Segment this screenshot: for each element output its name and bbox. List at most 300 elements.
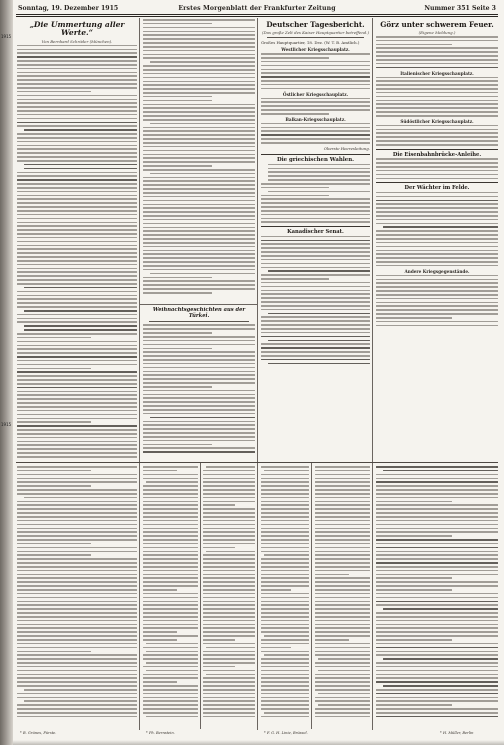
text-line	[203, 501, 255, 503]
text-line	[150, 123, 255, 125]
text-line	[315, 662, 370, 664]
text-line	[143, 639, 177, 641]
text-line	[261, 130, 370, 132]
text-line	[17, 125, 137, 127]
text-line	[143, 677, 198, 679]
lower-column-4	[261, 466, 309, 724]
text-line	[17, 528, 137, 530]
text-line	[143, 654, 198, 656]
article-body	[261, 236, 370, 364]
text-line	[376, 242, 498, 244]
article-body	[203, 466, 255, 717]
text-line	[376, 80, 498, 82]
text-line	[261, 57, 329, 59]
text-line	[261, 512, 309, 514]
text-line	[143, 269, 255, 271]
text-line	[17, 597, 137, 599]
text-line	[17, 585, 137, 587]
text-line	[17, 206, 137, 208]
text-line	[383, 470, 498, 472]
text-line	[376, 512, 498, 514]
text-line	[315, 577, 370, 579]
text-line	[17, 456, 137, 458]
text-line	[150, 61, 255, 63]
text-line	[143, 432, 255, 434]
text-line	[143, 512, 198, 514]
text-line	[318, 704, 370, 706]
text-line	[146, 716, 198, 718]
text-line	[203, 616, 255, 618]
text-line	[143, 601, 198, 603]
text-line	[261, 620, 309, 622]
text-line	[143, 65, 255, 67]
text-line	[376, 616, 498, 618]
text-line	[261, 351, 370, 353]
text-line	[315, 697, 370, 699]
text-line	[17, 306, 137, 308]
text-line	[261, 84, 370, 86]
text-line	[17, 160, 137, 162]
text-line	[203, 524, 255, 526]
text-line	[143, 554, 198, 556]
text-line	[383, 658, 498, 660]
text-line	[315, 666, 370, 668]
headline-rule	[267, 37, 364, 38]
text-line	[17, 75, 137, 77]
text-line	[376, 261, 498, 263]
text-line	[143, 547, 198, 549]
article-body	[376, 77, 498, 117]
text-line	[143, 115, 255, 117]
text-line	[203, 531, 255, 533]
text-line	[315, 551, 370, 553]
text-line	[17, 612, 137, 614]
text-line	[383, 226, 498, 228]
text-line	[376, 535, 452, 537]
text-line	[17, 531, 137, 533]
text-line	[376, 651, 498, 653]
text-line	[17, 187, 137, 189]
text-line	[143, 440, 255, 442]
text-line	[203, 631, 255, 633]
text-line	[143, 196, 255, 198]
text-line	[318, 670, 370, 672]
text-line	[203, 643, 255, 645]
text-line	[376, 674, 498, 676]
text-line	[17, 508, 137, 510]
text-line	[315, 612, 370, 614]
text-line	[203, 497, 255, 499]
text-line	[143, 516, 198, 518]
text-line	[143, 84, 255, 86]
article-body	[315, 466, 370, 717]
text-line	[315, 504, 370, 506]
text-line	[376, 140, 498, 142]
text-line	[143, 130, 255, 132]
text-line	[261, 113, 329, 115]
text-line	[143, 693, 198, 695]
section-rule	[261, 154, 370, 155]
text-line	[143, 348, 212, 350]
text-line	[376, 47, 498, 49]
masthead-rule	[16, 16, 498, 17]
text-line	[17, 635, 137, 637]
text-line	[143, 397, 255, 399]
text-line	[376, 203, 498, 205]
text-line	[376, 531, 498, 533]
text-line	[261, 524, 309, 526]
text-line	[143, 508, 198, 510]
text-line	[143, 344, 255, 346]
text-line	[17, 704, 137, 706]
text-line	[143, 138, 255, 140]
text-line	[17, 627, 137, 629]
text-line	[143, 520, 198, 522]
section-rule	[376, 149, 498, 150]
text-line	[203, 677, 255, 679]
text-line	[261, 142, 370, 144]
text-line	[203, 543, 255, 545]
text-line	[17, 233, 137, 235]
text-line	[17, 493, 137, 495]
text-line	[376, 257, 498, 259]
text-line	[315, 554, 370, 556]
text-line	[143, 704, 198, 706]
text-line	[261, 566, 309, 568]
text-line	[261, 574, 309, 576]
text-line	[203, 601, 255, 603]
text-line	[17, 148, 137, 150]
text-line	[315, 604, 370, 606]
text-line	[261, 516, 309, 518]
text-line	[17, 547, 137, 549]
text-line	[376, 77, 498, 79]
text-line	[17, 662, 137, 664]
text-line	[261, 267, 370, 269]
section-rule	[376, 182, 498, 183]
text-line	[261, 539, 309, 541]
text-line	[203, 478, 255, 480]
text-line	[143, 280, 255, 282]
column-feuilleton	[17, 19, 137, 459]
text-line	[261, 274, 370, 276]
text-line	[143, 219, 255, 221]
text-line	[203, 700, 255, 702]
text-line	[143, 566, 198, 568]
text-line	[376, 125, 498, 127]
text-line	[203, 708, 255, 710]
text-line	[315, 643, 370, 645]
text-line	[143, 69, 255, 71]
text-line	[376, 504, 498, 506]
text-line	[17, 152, 137, 154]
text-line	[143, 336, 255, 338]
text-line	[143, 543, 198, 545]
text-line	[261, 666, 309, 668]
text-line	[17, 356, 137, 358]
text-line	[261, 198, 370, 200]
text-line	[143, 19, 255, 21]
text-line	[261, 608, 309, 610]
text-line	[376, 305, 498, 307]
text-line	[143, 466, 198, 468]
text-line	[143, 253, 255, 255]
text-line	[143, 577, 198, 579]
text-line	[261, 639, 309, 641]
text-line	[17, 225, 137, 227]
edge-label: 1915	[1, 34, 12, 39]
text-line	[143, 107, 255, 109]
text-line	[143, 608, 198, 610]
text-line	[268, 164, 370, 166]
text-line	[143, 382, 255, 384]
text-line	[261, 324, 370, 326]
text-line	[203, 604, 255, 606]
text-line	[376, 136, 498, 138]
text-line	[143, 666, 198, 668]
text-line	[261, 547, 309, 549]
text-line	[143, 92, 255, 94]
text-line	[376, 132, 498, 134]
text-line	[376, 539, 498, 541]
text-line	[268, 175, 370, 177]
text-line	[376, 238, 498, 240]
text-line	[24, 329, 137, 331]
text-line	[315, 493, 370, 495]
column-feuilleton-continued	[143, 19, 255, 301]
text-line	[315, 712, 370, 714]
text-line	[376, 704, 452, 706]
text-line	[376, 489, 498, 491]
text-line	[17, 68, 137, 70]
text-line	[261, 508, 309, 510]
text-line	[203, 689, 255, 691]
text-line	[146, 651, 198, 653]
text-line	[17, 394, 137, 396]
text-line	[203, 558, 255, 560]
column-front-report	[376, 19, 498, 459]
text-line	[203, 635, 255, 637]
text-line	[376, 601, 498, 603]
text-line	[315, 627, 370, 629]
text-line	[376, 44, 452, 46]
text-line	[261, 221, 370, 223]
text-line	[261, 489, 309, 491]
article-body	[376, 466, 498, 717]
text-line	[376, 196, 498, 198]
text-line	[143, 154, 255, 156]
text-line	[315, 501, 370, 503]
text-line	[315, 531, 370, 533]
text-line	[203, 593, 255, 595]
text-line	[17, 156, 137, 158]
text-line	[261, 700, 309, 702]
text-line	[17, 210, 137, 212]
text-line	[376, 481, 498, 483]
text-line	[143, 474, 198, 476]
article-byline: Von Bernhard Schröder (München).	[41, 38, 113, 44]
text-line	[143, 111, 255, 113]
text-line	[143, 562, 198, 564]
text-line	[264, 635, 309, 637]
text-line	[261, 504, 309, 506]
text-line	[150, 273, 255, 275]
text-line	[376, 708, 498, 710]
text-line	[143, 223, 255, 225]
text-line	[143, 332, 212, 334]
text-line	[17, 444, 137, 446]
text-line	[383, 685, 498, 687]
text-line	[376, 207, 498, 209]
article-intro: (Das große Zelt des Kaiser Hauptquartier betreffend.)	[262, 29, 369, 35]
text-line	[203, 474, 255, 476]
text-line	[315, 520, 370, 522]
text-line	[143, 674, 198, 676]
text-line	[203, 562, 255, 564]
text-line	[17, 681, 137, 683]
text-line	[261, 98, 370, 100]
text-line	[261, 689, 309, 691]
text-line	[315, 528, 370, 530]
text-line	[315, 593, 370, 595]
text-line	[261, 347, 370, 349]
text-line	[376, 309, 498, 311]
text-line	[376, 200, 498, 202]
text-line	[376, 166, 498, 168]
text-line	[17, 145, 137, 147]
text-line	[261, 61, 370, 63]
text-line	[315, 581, 370, 583]
text-line	[143, 73, 255, 75]
text-line	[17, 106, 137, 108]
text-line	[376, 670, 498, 672]
text-line	[203, 624, 255, 626]
text-line	[17, 658, 137, 660]
text-line	[376, 92, 498, 94]
text-line	[264, 712, 309, 714]
text-line	[261, 466, 309, 468]
text-line	[261, 558, 309, 560]
text-line	[17, 371, 137, 373]
text-line	[17, 570, 137, 572]
text-line	[315, 485, 370, 487]
article-body	[261, 123, 370, 144]
text-line	[143, 367, 255, 369]
text-line	[268, 363, 370, 365]
text-line	[17, 470, 91, 472]
text-line	[318, 693, 370, 695]
text-line	[315, 481, 370, 483]
text-line	[143, 444, 212, 446]
article-body	[376, 36, 498, 68]
article-headline: Kanadischer Senat.	[287, 229, 344, 236]
text-line	[17, 643, 137, 645]
text-line	[17, 222, 137, 224]
text-line	[261, 693, 309, 695]
text-line	[376, 547, 498, 549]
section-rubric: Balkan-Kriegsschauplatz.	[285, 116, 346, 122]
text-line	[17, 245, 137, 247]
text-line	[143, 200, 255, 202]
text-line	[143, 685, 198, 687]
text-line	[17, 466, 137, 468]
text-line	[203, 597, 255, 599]
text-line	[268, 168, 370, 170]
text-line	[17, 345, 137, 347]
text-line	[376, 697, 498, 699]
text-line	[376, 528, 498, 530]
text-line	[376, 115, 498, 117]
article-headline: Die Eisenbahnbrücke-Anleihe.	[392, 151, 482, 158]
text-line	[143, 585, 198, 587]
text-line	[315, 497, 370, 499]
text-line	[261, 685, 309, 687]
text-line	[376, 129, 498, 131]
binding-edge	[0, 0, 13, 745]
text-line	[261, 647, 291, 649]
text-line	[143, 277, 212, 279]
text-line	[261, 604, 309, 606]
text-line	[143, 57, 255, 59]
text-line	[143, 658, 198, 660]
text-line	[376, 681, 498, 683]
text-line	[261, 585, 309, 587]
text-line	[261, 543, 309, 545]
text-line	[376, 478, 498, 480]
text-line	[376, 693, 498, 695]
text-line	[17, 654, 137, 656]
text-line	[17, 551, 137, 553]
text-line	[143, 574, 198, 576]
section-rubric: Italienischer Kriegsschauplatz.	[400, 70, 474, 76]
article-headline: Der Wächter im Felde.	[404, 185, 470, 192]
text-line	[17, 410, 137, 412]
text-line	[24, 310, 137, 312]
text-line	[261, 528, 309, 530]
text-line	[315, 681, 370, 683]
text-line	[261, 716, 309, 718]
text-line	[143, 401, 255, 403]
text-line	[203, 627, 255, 629]
text-line	[17, 558, 137, 560]
text-line	[17, 406, 137, 408]
text-line	[261, 218, 370, 220]
text-line	[315, 516, 370, 518]
text-line	[203, 639, 235, 641]
text-line	[17, 45, 137, 47]
text-line	[203, 493, 255, 495]
footnote: * H. Müller, Berlin	[440, 731, 474, 735]
text-line	[143, 374, 255, 376]
article-headline: Die griechischen Wahlen.	[276, 156, 355, 163]
text-line	[261, 202, 370, 204]
text-line	[17, 318, 137, 320]
text-line	[143, 616, 198, 618]
text-line	[203, 681, 255, 683]
text-line	[376, 712, 498, 714]
text-line	[261, 497, 309, 499]
text-line	[261, 677, 309, 679]
text-line	[261, 263, 370, 265]
text-line	[376, 666, 498, 668]
text-line	[261, 581, 309, 583]
text-line	[143, 501, 198, 503]
article-body	[143, 19, 255, 294]
text-line	[17, 352, 137, 354]
text-line	[143, 234, 255, 236]
text-line	[203, 666, 235, 668]
text-line	[376, 302, 498, 304]
